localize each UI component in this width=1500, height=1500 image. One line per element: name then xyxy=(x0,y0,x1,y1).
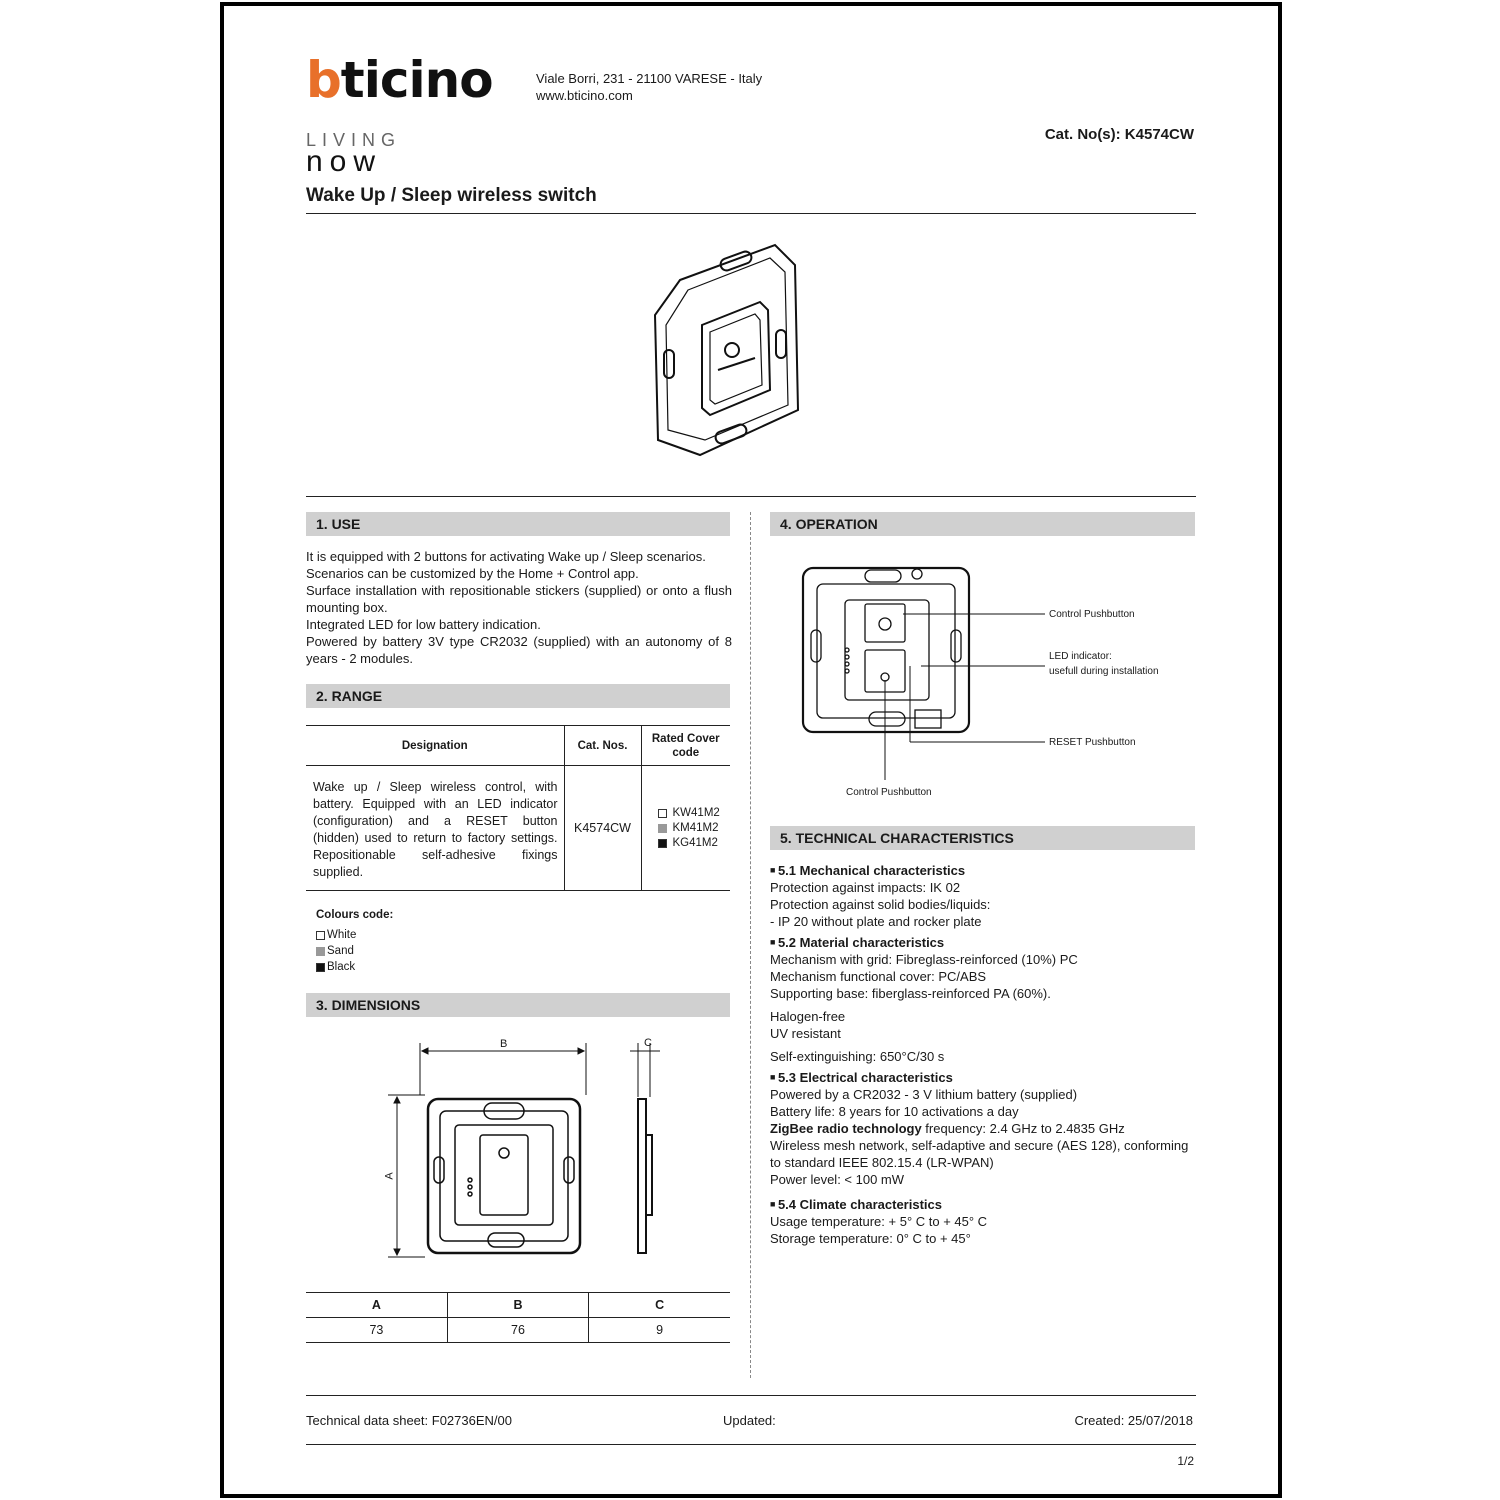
cover-code: KW41M2 xyxy=(672,806,720,819)
range-table xyxy=(306,725,730,891)
section-use-heading: 1. USE xyxy=(306,512,730,536)
tech-line: Self-extinguishing: 650°C/30 s xyxy=(770,1049,945,1064)
product-illustration xyxy=(650,240,800,465)
climate-title: ■ 5.4 Climate characteristics xyxy=(770,1196,1200,1213)
callout-led-indicator: LED indicator: xyxy=(1049,651,1112,662)
page-number: 1/2 xyxy=(1177,1454,1194,1468)
column-separator xyxy=(750,512,751,1378)
dimension-label-c: C xyxy=(644,1037,652,1049)
use-line: Surface installation with repositionable stickers (supplied) or onto a flush mounting box. xyxy=(306,583,732,615)
footer-updated: Updated: xyxy=(723,1413,776,1428)
use-line: It is equipped with 2 buttons for activating Wake up / Sleep scenarios. xyxy=(306,549,706,564)
white-square-icon xyxy=(316,931,325,940)
callout-reset-pushbutton: RESET Pushbutton xyxy=(1049,737,1136,748)
tech-line: Supporting base: fiberglass-reinforced PA (60%). xyxy=(770,986,1051,1001)
tech-line: Wireless mesh network, self-adaptive and secure (AES 128), conforming to standard IEEE 802.15.4 (LR-WPAN) xyxy=(770,1138,1189,1170)
black-square-icon xyxy=(658,839,667,848)
cover-code: KM41M2 xyxy=(672,821,719,834)
black-square-icon xyxy=(316,963,325,972)
tech-line: Halogen-free xyxy=(770,1009,846,1024)
col-rated-cover: Rated Cover code xyxy=(641,726,730,766)
colours-label: Colours code: xyxy=(316,909,394,921)
zigbee-frequency: frequency: 2.4 GHz to 2.4835 GHz xyxy=(921,1121,1125,1136)
callout-control-pushbutton-top: Control Pushbutton xyxy=(1049,609,1135,620)
bticino-logo: bticino xyxy=(306,51,493,109)
divider xyxy=(306,1395,1196,1396)
tech-line: Protection against solid bodies/liquids: xyxy=(770,897,991,912)
white-square-icon xyxy=(658,809,667,818)
website: www.bticino.com xyxy=(536,88,633,103)
cover-codes xyxy=(641,766,730,891)
use-line: Integrated LED for low battery indication. xyxy=(306,617,541,632)
dim-value: 9 xyxy=(589,1318,730,1343)
col-designation: Designation xyxy=(306,726,564,766)
dimension-label-a: A xyxy=(383,1172,396,1180)
use-line: Scenarios can be customized by the Home + Control app. xyxy=(306,566,639,581)
technical-text xyxy=(770,858,1200,1247)
dimension-drawing xyxy=(380,1035,680,1265)
section-dimensions-heading: 3. DIMENSIONS xyxy=(306,993,730,1017)
zigbee-bold: ZigBee radio technology xyxy=(770,1121,922,1136)
dim-header: B xyxy=(447,1293,588,1318)
material-title: ■ 5.2 Material characteristics xyxy=(770,934,1200,951)
section-range-heading: 2. RANGE xyxy=(306,684,730,708)
electrical-title: ■ 5.3 Electrical characteristics xyxy=(770,1069,1200,1086)
dim-value: 76 xyxy=(447,1318,588,1343)
dim-value: 73 xyxy=(306,1318,447,1343)
dimensions-table xyxy=(306,1292,730,1343)
tech-line: Battery life: 8 years for 10 activations a day xyxy=(770,1104,1019,1119)
document-title: Wake Up / Sleep wireless switch xyxy=(306,185,597,206)
divider xyxy=(306,1444,1196,1445)
tech-line: UV resistant xyxy=(770,1026,841,1041)
col-catnos: Cat. Nos. xyxy=(564,726,641,766)
colour-name: Sand xyxy=(327,945,354,957)
footer-created: Created: 25/07/2018 xyxy=(1074,1413,1193,1428)
range-cat-no: K4574CW xyxy=(564,766,641,891)
footer-sheet: Technical data sheet: F02736EN/00 xyxy=(306,1413,512,1428)
section-technical-heading: 5. TECHNICAL CHARACTERISTICS xyxy=(770,826,1195,850)
address-line: Viale Borri, 231 - 21100 VARESE - Italy xyxy=(536,71,763,86)
cover-code: KG41M2 xyxy=(672,836,718,849)
use-line: Powered by battery 3V type CR2032 (supplied) with an autonomy of 8 years - 2 modules. xyxy=(306,634,732,666)
zigbee-line xyxy=(770,1120,1200,1137)
tech-line: Mechanism with grid: Fibreglass-reinforced (10%) PC xyxy=(770,952,1078,967)
operation-diagram xyxy=(795,562,1055,787)
range-description: Wake up / Sleep wireless control, with battery. Equipped with an LED indicator (configuration) and a RESET button (hidden) used to return to factory settings. Repositionable self-adhesive fixings supplied. xyxy=(313,780,558,879)
tech-line: Power level: < 100 mW xyxy=(770,1172,905,1187)
colours-legend xyxy=(316,907,393,975)
dimension-label-b: B xyxy=(500,1038,508,1050)
address xyxy=(536,70,762,104)
tech-line: - IP 20 without plate and rocker plate xyxy=(770,914,982,929)
callout-control-pushbutton-bottom: Control Pushbutton xyxy=(846,787,932,798)
tech-line: Protection against impacts: IK 02 xyxy=(770,880,961,895)
divider xyxy=(306,213,1196,214)
tech-line: Mechanism functional cover: PC/ABS xyxy=(770,969,987,984)
sand-square-icon xyxy=(316,947,325,956)
callout-led-indicator-note: usefull during installation xyxy=(1049,666,1159,677)
colour-name: White xyxy=(327,929,357,941)
series-living: LIVING xyxy=(306,130,402,150)
use-text xyxy=(306,548,732,667)
sand-square-icon xyxy=(658,824,667,833)
mechanical-title: ■ 5.1 Mechanical characteristics xyxy=(770,862,1200,879)
catalog-number: Cat. No(s): K4574CW xyxy=(1044,126,1194,143)
dim-header: A xyxy=(306,1293,447,1318)
colour-name: Black xyxy=(327,961,356,973)
divider xyxy=(306,496,1196,497)
tech-line: Storage temperature: 0° C to + 45° xyxy=(770,1231,971,1246)
tech-line: Powered by a CR2032 - 3 V lithium battery (supplied) xyxy=(770,1087,1078,1102)
dim-header: C xyxy=(589,1293,730,1318)
tech-line: Usage temperature: + 5° C to + 45° C xyxy=(770,1214,988,1229)
section-operation-heading: 4. OPERATION xyxy=(770,512,1195,536)
series-now: now xyxy=(306,145,383,178)
